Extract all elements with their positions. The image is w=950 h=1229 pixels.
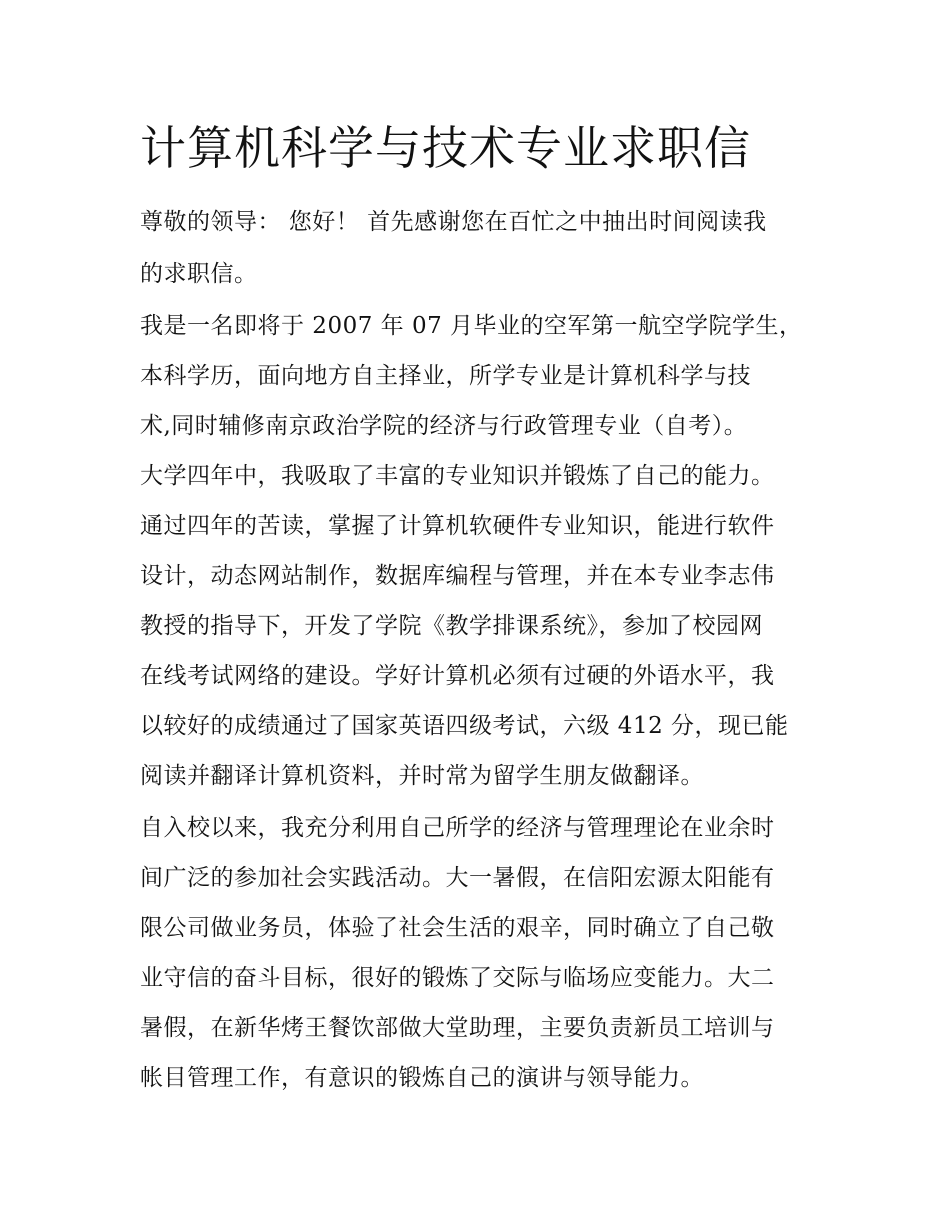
body-line: 的求职信。 (140, 261, 258, 287)
body-line: 在线考试网络的建设。学好计算机必须有过硬的外语水平，我 (140, 663, 775, 689)
body-line: 设计，动态网站制作，数据库编程与管理，并在本专业李志伟 (140, 563, 775, 589)
document-title: 计算机科学与技术专业求职信 (140, 121, 751, 175)
body-line: 教授的指导下，开发了学院《教学排课系统》，参加了校园网 (140, 613, 763, 639)
body-line: 本科学历，面向地方自主择业，所学专业是计算机科学与技 (140, 363, 751, 389)
body-line: 术,同时辅修南京政治学院的经济与行政管理专业（自考）。 (140, 413, 748, 439)
body-line: 以较好的成绩通过了国家英语四级考试，六级 412 分，现已能 (140, 713, 789, 739)
body-line: 帐目管理工作，有意识的锻炼自己的演讲与领导能力。 (140, 1065, 704, 1091)
body-line: 暑假，在新华烤王餐饮部做大堂助理，主要负责新员工培训与 (140, 1015, 775, 1041)
body-line: 大学四年中，我吸取了丰富的专业知识并锻炼了自己的能力。 (140, 463, 775, 489)
body-line: 阅读并翻译计算机资料，并时常为留学生朋友做翻译。 (140, 763, 704, 789)
body-line: 间广泛的参加社会实践活动。大一暑假，在信阳宏源太阳能有 (140, 865, 775, 891)
body-line: 通过四年的苦读，掌握了计算机软硬件专业知识，能进行软件 (140, 513, 775, 539)
body-line: 自入校以来，我充分利用自己所学的经济与管理理论在业余时 (140, 815, 775, 841)
body-line: 尊敬的领导： 您好！ 首先感谢您在百忙之中抽出时间阅读我 (140, 209, 767, 235)
body-line: 限公司做业务员，体验了社会生活的艰辛，同时确立了自己敬 (140, 915, 775, 941)
body-line: 业守信的奋斗目标，很好的锻炼了交际与临场应变能力。大二 (140, 965, 775, 991)
body-line: 我是一名即将于 2007 年 07 月毕业的空军第一航空学院学生， (140, 313, 803, 339)
